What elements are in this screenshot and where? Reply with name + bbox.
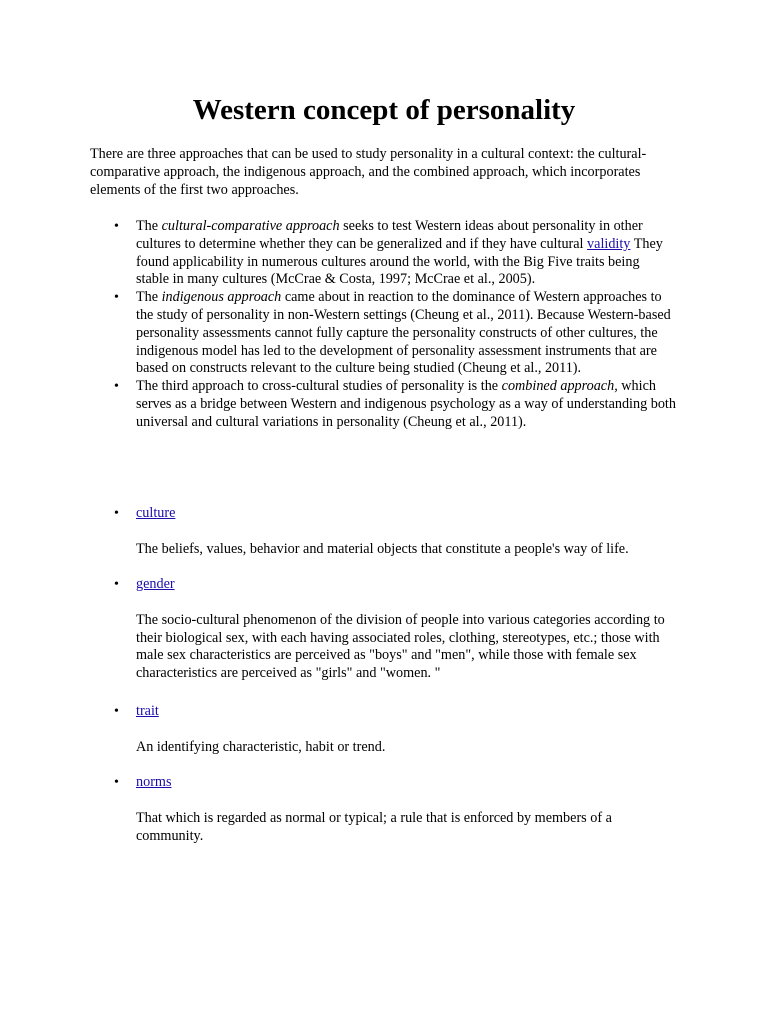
approach-item-indigenous [114,289,676,378]
glossary-item-norms [114,774,676,845]
approach-text-pre: The third approach to cross-cultural studies of personality is the [136,378,502,395]
glossary-definition: That which is regarded as normal or typical; a rule that is enforced by members of a community. [136,809,612,844]
approach-item-cultural-comparative [114,218,676,289]
glossary-definition: The socio-cultural phenomenon of the division of people into various categories according to their biological sex, with each having associated roles, clothing, stereotypes, etc.; those with male sex characteristics are perceived as "boys" and "men", while those with female sex characteristics are perceived as "girls" and "women. " [136,611,665,682]
approach-text-pre: The [136,218,162,234]
approach-term: cultural-comparative approach [161,218,340,234]
bullet-marker: • [114,775,119,790]
page-title: Western concept of personality [192,94,576,126]
glossary-link-norms[interactable]: norms [136,774,172,790]
approach-text-pre: The [136,289,162,306]
approach-text-post: which serves as a bridge between Western and indigenous psychology as a way of understanding both universal and cultural variations in personality (Cheung et al., 2011). [136,378,676,430]
approach-term: combined approach, [501,378,618,395]
approach-text-post: They found applicability in numerous cultures around the world, with the Big Five traits being stable in many cultures (McCrae & Costa, 1997; McCrae et al., 2005). [136,235,663,288]
approach-term: indigenous approach [161,289,282,306]
glossary-definition: The beliefs, values, behavior and material objects that constitute a people's way of life. [136,540,629,557]
bullet-marker: • [114,379,119,395]
glossary-definition: An identifying characteristic, habit or trend. [136,738,386,755]
bullet-marker: • [114,577,119,592]
glossary-link-culture[interactable]: culture [136,505,176,521]
bullet-marker: • [114,290,119,306]
glossary-term [114,576,676,594]
intro-paragraph: There are three approaches that can be used to study personality in a cultural context: the cultural-comparative approach, the indigenous approach, and the combined approach, which incorporates elements of the first two approaches. [90,146,647,198]
approaches-list [114,218,676,432]
glossary-item-trait [114,703,676,757]
bullet-marker: • [114,704,119,719]
glossary-term [114,703,676,721]
glossary-link-trait[interactable]: trait [136,703,159,719]
approach-item-combined [114,378,676,431]
approach-text-mid: seeks to test Western ideas about personality in other cultures to determine whether they can be generalized and if they have cultural [136,218,643,252]
approach-text-post: came about in reaction to the dominance of Western approaches to the study of personality in non-Western settings (Cheung et al., 2011). Because Western-based personality assessments cannot fully capture the personality constructs of other cultures, the indigenous model has led to the development of personality assessment instruments that are based on constructs relevant to the culture being studied (Cheung et al., 2011). [136,289,671,377]
glossary-item-culture [114,505,676,559]
bullet-marker: • [114,219,119,234]
glossary-term [114,774,676,792]
glossary-link-gender[interactable]: gender [136,576,175,592]
validity-link[interactable]: validity [587,235,631,252]
glossary-item-gender [114,576,676,683]
bullet-marker: • [114,506,119,521]
glossary-term [114,505,676,523]
